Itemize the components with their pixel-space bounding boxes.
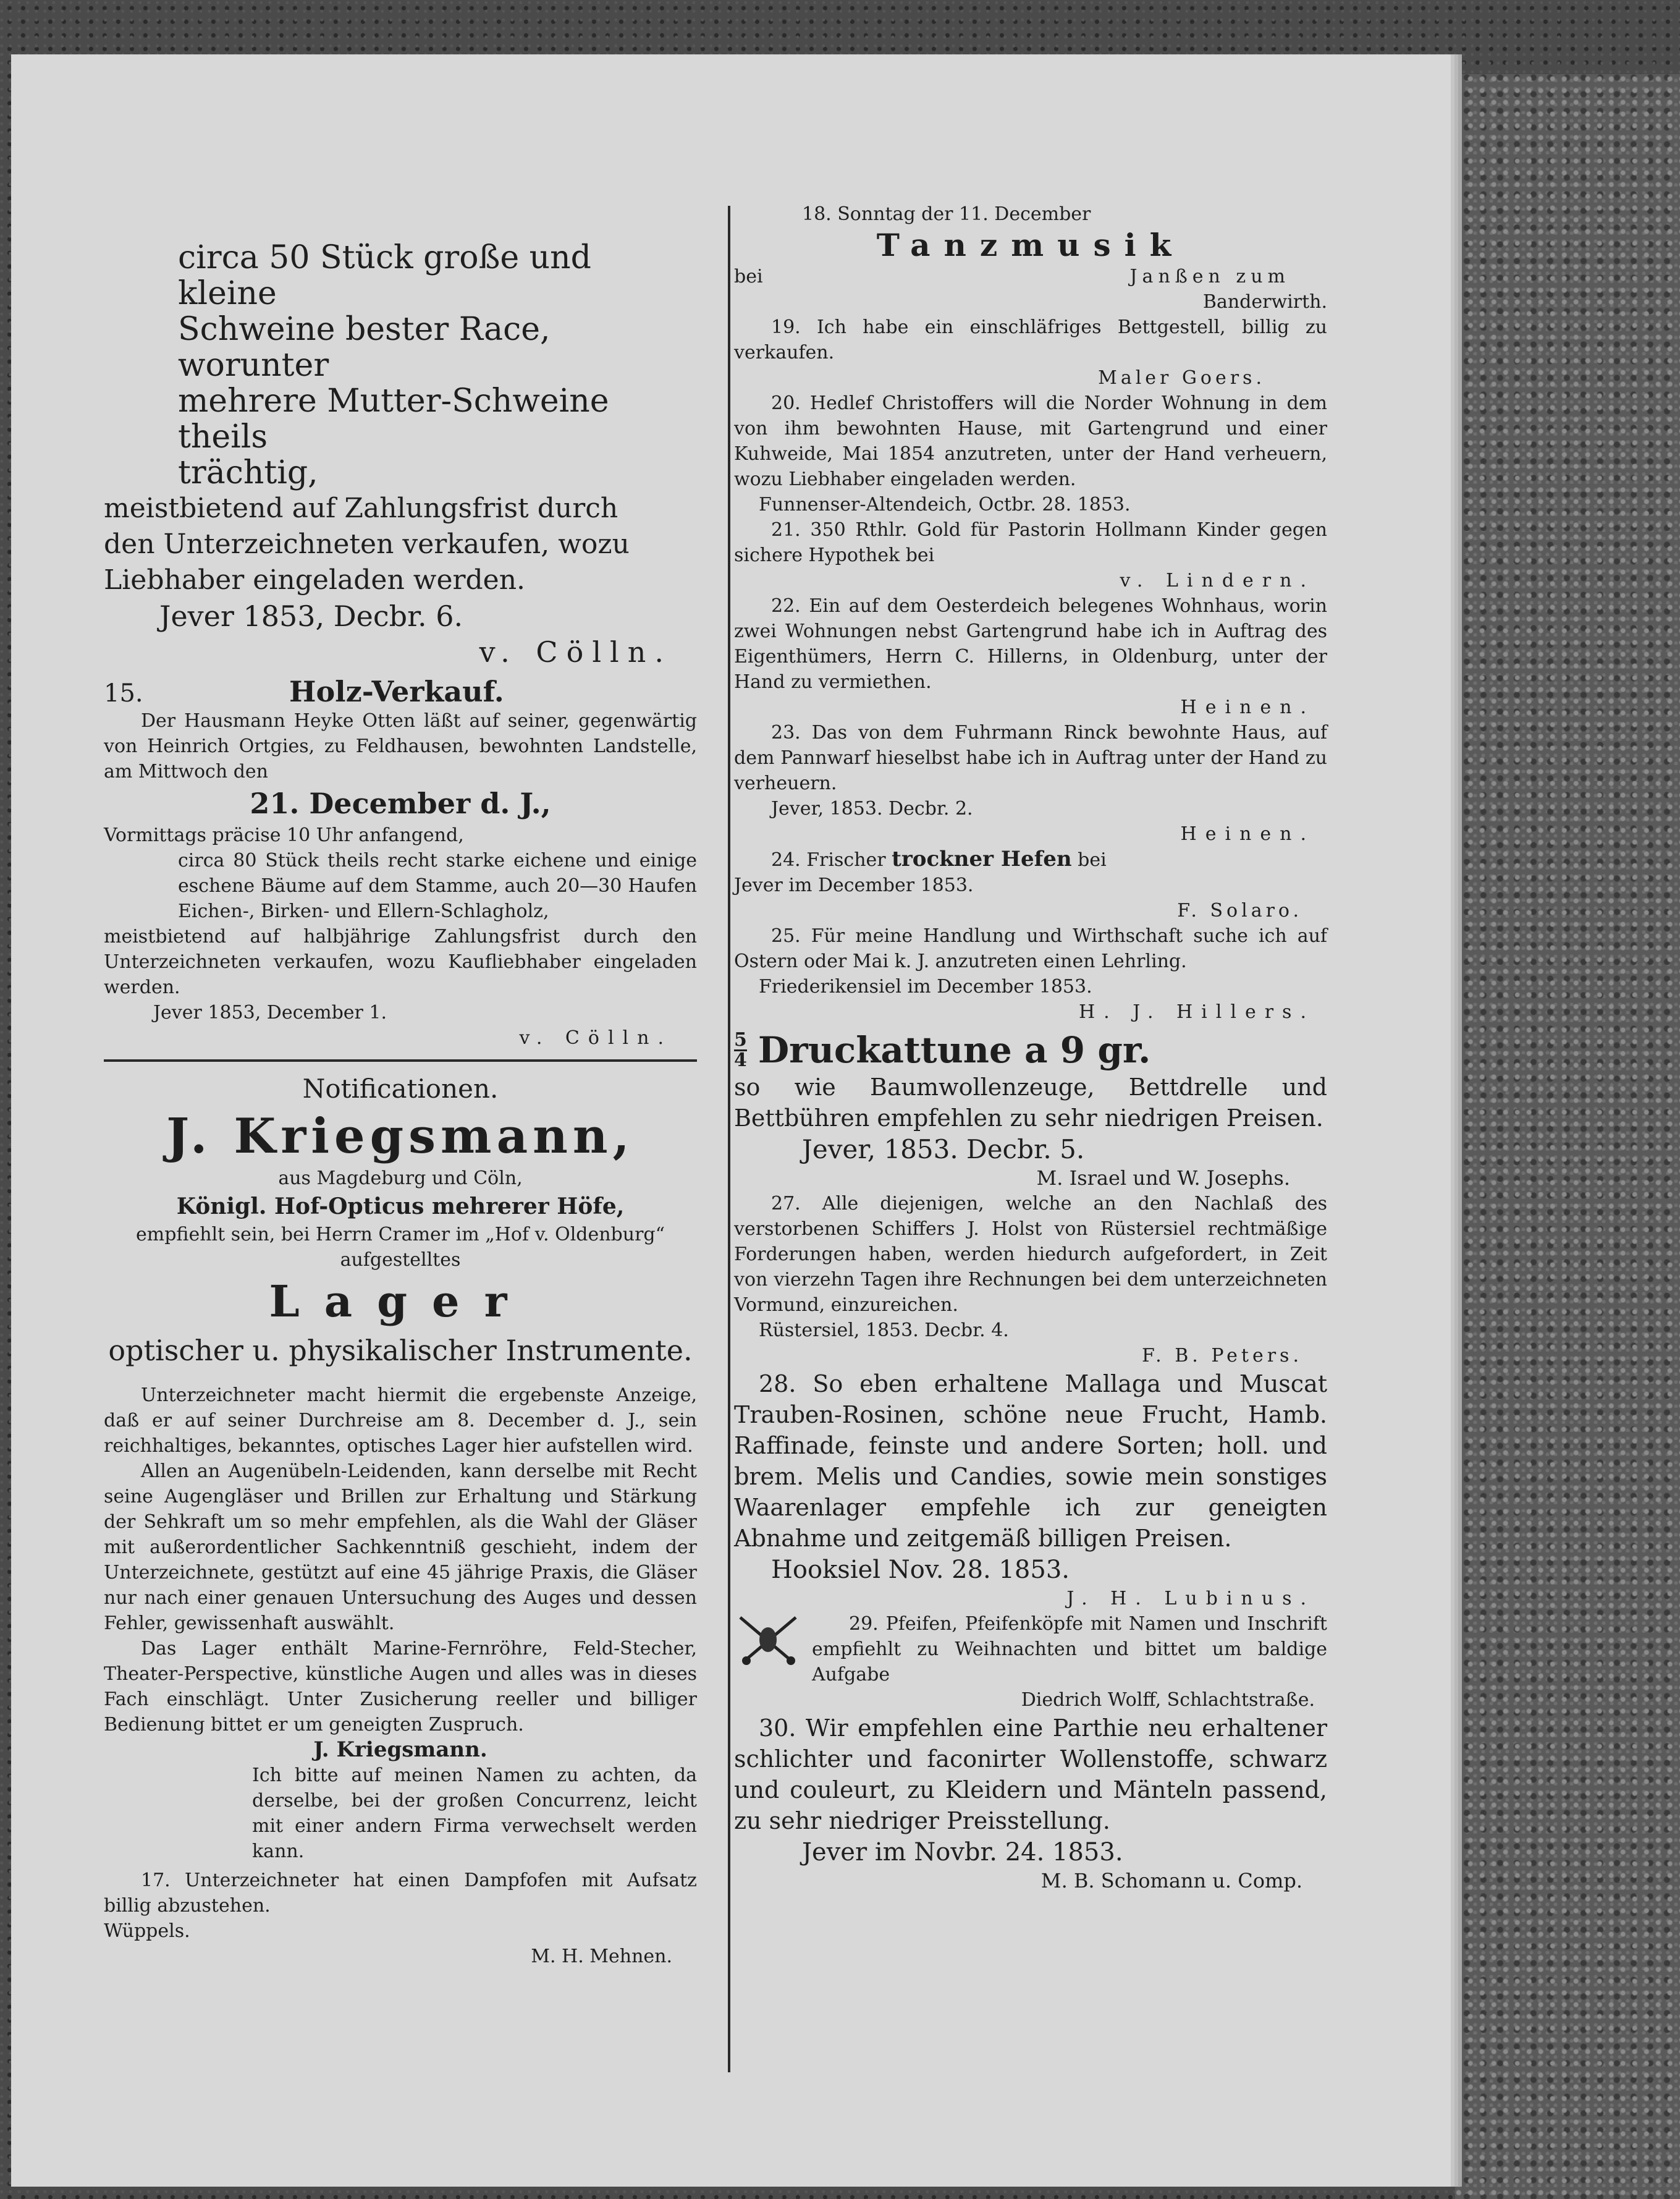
ad-text: Allen an Augenübeln-Leidenden, kann derselbe mit Recht seine Augengläser und Brillen zur Erhaltung und Stärkung der Sehkraft um so mehr empfehlen, als die Wahl der Gläser mit außerordentlicher Sachkenntniß geschieht, indem der Unterzeichnete, gestützt auf eine 45 jährige Praxis, die Gläser nur nach einer genauen Untersuchung des Auges und dessen Fehler, gewissenhaft auswählt. bbox=[104, 1460, 697, 1634]
pig-ad-line: circa 50 Stück große und kleine bbox=[178, 239, 591, 312]
section-rule bbox=[104, 1059, 697, 1062]
ad-date-heading: 21. December d. J., bbox=[250, 787, 551, 820]
ad-text: 29. Pfeifen, Pfeifenköpfe mit Namen und Inschrift empfiehlt zu Weihnachten und bittet um baldige Aufgabe bbox=[812, 1613, 1327, 1685]
ad-display-word: Lager bbox=[269, 1276, 532, 1327]
fraction-denominator: 4 bbox=[734, 1049, 747, 1071]
pig-ad-line: Liebhaber eingeladen werden. bbox=[104, 564, 526, 596]
ad-signature: H. J. Hillers. bbox=[1079, 1001, 1315, 1023]
ad-text: so wie Baumwollenzeuge, Bettdrelle und Bettbühren empfehlen zu sehr niedrigen Preisen. bbox=[734, 1074, 1327, 1132]
ad-text: Janßen zum bbox=[1129, 266, 1290, 287]
ad-text: meistbietend auf halbjährige Zahlungsfrist durch den Unterzeichneten verkaufen, wozu Kaufliebhaber eingeladen werden. bbox=[104, 926, 697, 998]
advertiser-name: J. Kriegsmann, bbox=[166, 1108, 635, 1164]
ad-heading: Holz-Verkauf. bbox=[289, 675, 504, 708]
ad-text: Das Lager enthält Marine-Fernröhre, Feld-Stecher, Theater-Perspective, künstliche Augen und alles was in dieses Fach einschlägt. Unter Zusicherung reeller und billiger Bedienung bittet er um geneigten Zuspruch. bbox=[104, 1638, 697, 1735]
ad-signature: J. Kriegsmann. bbox=[313, 1737, 488, 1762]
ad-text: Der Hausmann Heyke Otten läßt auf seiner, gegenwärtig von Heinrich Ortgies, zu Feldhausen, bewohnten Landstelle, am Mittwoch den bbox=[104, 710, 697, 782]
ad-signature: Banderwirth. bbox=[1202, 291, 1327, 313]
fraction-numerator: 5 bbox=[734, 1028, 747, 1051]
ad-date: Jever 1853, December 1. bbox=[153, 1002, 387, 1023]
ad-date: Funnenser-Altendeich, Octbr. 28. 1853. bbox=[759, 494, 1131, 515]
ad-text-part: 24. Frischer bbox=[771, 849, 886, 871]
ad-signature: Heinen. bbox=[1180, 823, 1315, 845]
fraction bbox=[734, 1028, 747, 1071]
section-heading: Notificationen. bbox=[302, 1074, 499, 1104]
ad-text: 22. Ein auf dem Oesterdeich belegenes Wohnhaus, worin zwei Wohnungen nebst Gartengrund habe ich in Auftrag des Eigenthümers, Herrn C. Hillerns, in Oldenburg, unter der Hand zu vermiethen. bbox=[734, 595, 1327, 693]
pig-ad-line: mehrere Mutter-Schweine theils bbox=[178, 383, 609, 455]
ad-text: aus Magdeburg und Cöln, bbox=[278, 1167, 523, 1189]
ad-signature: Maler Goers. bbox=[1098, 367, 1265, 389]
pig-ad-line: den Unterzeichneten verkaufen, wozu bbox=[104, 528, 630, 560]
ad-text: 27. Alle diejenigen, welche an den Nachlaß des verstorbenen Schiffers J. Holst von Rüstersiel rechtmäßige Forderungen haben, werden hiedurch aufgefordert, in Zeit von vierzehn Tagen ihre Rechnungen bei dem unterzeichneten Vormund, einzureichen. bbox=[734, 1193, 1327, 1316]
ad-subheading: Königl. Hof-Opticus mehrerer Höfe, bbox=[176, 1193, 625, 1219]
ad-text: 25. Für meine Handlung und Wirthschaft suche ich auf Ostern oder Mai k. J. anzutreten einen Lehrling. bbox=[734, 925, 1327, 972]
ad-text: 18. Sonntag der 11. December bbox=[802, 203, 1091, 225]
ad-text: aufgestelltes bbox=[340, 1249, 461, 1271]
ad-signature: M. H. Mehnen. bbox=[531, 1946, 672, 1967]
ad-signature: v. Cölln. bbox=[519, 1027, 672, 1049]
marbled-book-edge bbox=[1455, 74, 1680, 2199]
ad-date: Jever, 1853. Decbr. 5. bbox=[802, 1134, 1085, 1164]
ad-text: Ich bitte auf meinen Namen zu achten, da derselbe, bei der großen Concurrenz, leicht mit einer andern Firma verwechselt werden kann. bbox=[252, 1765, 697, 1862]
ad-text-emphasis: trockner Hefen bbox=[892, 847, 1072, 871]
ad-date: Friederikensiel im December 1853. bbox=[759, 976, 1092, 998]
ad-text: 23. Das von dem Fuhrmann Rinck bewohnte Haus, auf dem Pannwarf hieselbst habe ich in Auftrag unter der Hand zu verheuern. bbox=[734, 722, 1327, 794]
ad-display-word: Tanzmusik bbox=[876, 227, 1185, 263]
ad-text: circa 80 Stück theils recht starke eichene und einige eschene Bäume auf dem Stamme, auch 20—30 Haufen Eichen-, Birken- und Ellern-Schlagholz, bbox=[178, 850, 697, 922]
pig-ad-line: Schweine bester Race, worunter bbox=[178, 311, 551, 384]
ad-signature: v. Lindern. bbox=[1120, 570, 1315, 591]
ad-text: 30. Wir empfehlen eine Parthie neu erhaltener schlichter und faconirter Wollenstoffe, schwarz und couleurt, zu Kleidern und Mänteln passend, zu sehr niedriger Preisstellung. bbox=[734, 1714, 1327, 1834]
druck-heading bbox=[734, 1028, 1327, 1072]
ad-text: Vormittags präcise 10 Uhr anfangend, bbox=[104, 824, 464, 846]
ad-text: 28. So eben erhaltene Mallaga und Muscat Trauben-Rosinen, schöne neue Frucht, Hamb. Raffinade, feinste und andere Sorten; holl. und brem. Melis und Candies, sowie mein sonstiges Waarenlager empfehle ich zur geneigten Abnahme und zeitgemäß billigen Preisen. bbox=[734, 1370, 1327, 1552]
ad-text-part: bei bbox=[1078, 849, 1107, 871]
ad-signature: Diedrich Wolff, Schlachtstraße. bbox=[1021, 1689, 1315, 1711]
ad-date: Jever, 1853. Decbr. 2. bbox=[771, 798, 973, 820]
ad-display-line: optischer u. physikalischer Instrumente. bbox=[108, 1334, 693, 1367]
ad-date: Jever im Novbr. 24. 1853. bbox=[802, 1838, 1123, 1866]
ad-signature: F. B. Peters. bbox=[1141, 1345, 1302, 1366]
ad-text: bei bbox=[734, 266, 763, 287]
ad-signature: F. Solaro. bbox=[1177, 900, 1302, 922]
ad-signature: J. H. Lubinus. bbox=[1066, 1588, 1315, 1609]
ad-text: Unterzeichneter macht hiermit die ergebenste Anzeige, daß er auf seiner Durchreise am 8. December d. J., sein reichhaltiges, bekanntes, optisches Lager hier aufstellen wird. bbox=[104, 1384, 697, 1457]
newspaper-page bbox=[11, 54, 1451, 2187]
ad-display-line: Druckattune a 9 gr. bbox=[758, 1029, 1151, 1071]
ad-text: 17. Unterzeichneter hat einen Dampfofen mit Aufsatz billig abzustehen. bbox=[104, 1870, 697, 1917]
pig-ad-date: Jever 1853, Decbr. 6. bbox=[159, 600, 463, 633]
ad-text: 20. Hedlef Christoffers will die Norder Wohnung in dem von ihm bewohnten Hause, mit Gartengrund und einer Kuhweide, Mai 1854 anzutreten, unter der Hand verheuern, wozu Liebhaber eingeladen werden. bbox=[734, 392, 1327, 490]
ad-signature: M. B. Schomann u. Comp. bbox=[1041, 1869, 1302, 1892]
ad-date: Hooksiel Nov. 28. 1853. bbox=[771, 1556, 1070, 1584]
ad-signature: Heinen. bbox=[1180, 697, 1315, 718]
ad-date: Jever im December 1853. bbox=[734, 875, 974, 896]
ad-number: 15. bbox=[104, 679, 143, 708]
ad-date: Rüstersiel, 1853. Decbr. 4. bbox=[759, 1320, 1009, 1341]
crossed-pipes-icon bbox=[734, 1611, 802, 1667]
ad-text bbox=[734, 847, 1327, 873]
left-column bbox=[104, 240, 697, 1969]
pig-ad-line: meistbietend auf Zahlungsfrist durch bbox=[104, 493, 618, 524]
pig-ad-signature: v. Cölln. bbox=[479, 635, 672, 669]
ad-text: 19. Ich habe ein einschläfriges Bettgestell, billig zu verkaufen. bbox=[734, 316, 1327, 363]
right-column bbox=[734, 201, 1327, 1894]
column-divider bbox=[728, 206, 730, 2072]
pig-ad-line: trächtig, bbox=[178, 454, 318, 491]
ad-text: empfiehlt sein, bei Herrn Cramer im „Hof v. Oldenburg“ bbox=[136, 1224, 665, 1245]
ad-text: 21. 350 Rthlr. Gold für Pastorin Hollmann Kinder gegen sichere Hypothek bei bbox=[734, 519, 1327, 566]
ad-date: Wüppels. bbox=[104, 1920, 190, 1942]
ad-signature: M. Israel und W. Josephs. bbox=[1036, 1166, 1290, 1190]
